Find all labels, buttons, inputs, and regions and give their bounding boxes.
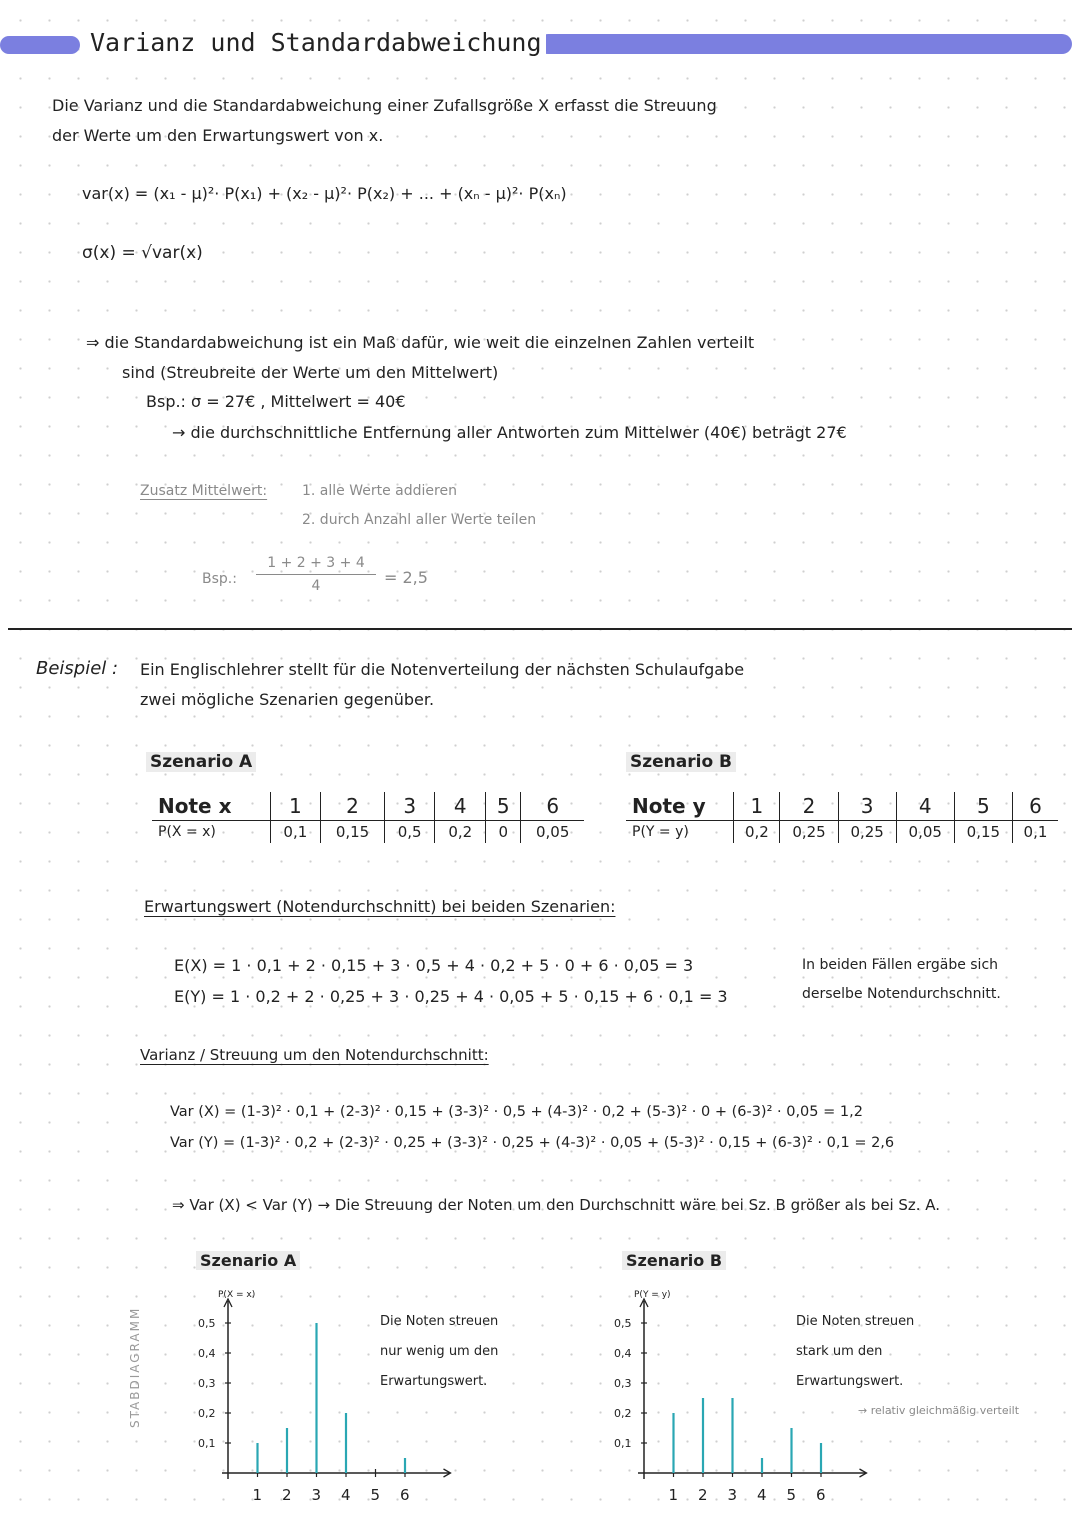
y-tick-label: 0,2: [614, 1407, 632, 1420]
chart-b-text-4: → relativ gleichmäßig verteilt: [858, 1404, 1020, 1417]
expected-value-y: E(Y) = 1 · 0,2 + 2 · 0,25 + 3 · 0,25 + 4 · 0,05 + 5 · 0,15 + 6 · 0,1 = 3: [174, 987, 728, 1006]
y-tick-label: 0,4: [614, 1347, 632, 1360]
chart-b-text-3: Erwartungswert.: [796, 1374, 904, 1389]
table-a-note: 2: [321, 792, 385, 821]
beispiel-line-1: Ein Englischlehrer stellt für die Notenverteilung der nächsten Schulaufgabe: [140, 660, 745, 679]
y-axis-label: P(X = x): [218, 1290, 256, 1300]
y-tick-label: 0,3: [614, 1377, 632, 1390]
table-b-prob: 0,25: [838, 821, 896, 844]
section-divider: [8, 628, 1072, 630]
table-a-prob: 0,05: [521, 821, 584, 844]
table-b-note: 5: [954, 792, 1012, 821]
fraction-numerator: 1 + 2 + 3 + 4: [267, 555, 365, 571]
fraction-denominator: 4: [311, 578, 321, 594]
table-b-note: 2: [780, 792, 838, 821]
erwartung-note-2: derselbe Notendurchschnitt.: [802, 986, 1001, 1002]
x-tick-label: 6: [816, 1486, 826, 1504]
scenario-a-title: Szenario A: [146, 752, 256, 772]
x-tick-label: 4: [341, 1486, 351, 1504]
table-a-note: 4: [435, 792, 486, 821]
table-b-prob: 0,15: [954, 821, 1012, 844]
variance-x: Var (X) = (1-3)² · 0,1 + (2-3)² · 0,15 + (3-3)² · 0,5 + (4-3)² · 0,2 + (5-3)² · 0 + (6-3)² · 0,05 = 1,2: [170, 1104, 863, 1120]
table-a-row2-label: P(X = x): [158, 824, 216, 840]
table-a-prob: 0,1: [270, 821, 321, 844]
explanation-arrow: → die durchschnittliche Entfernung aller Antworten zum Mittelwer (40€) beträgt 27€: [172, 423, 847, 442]
table-a-note: 6: [521, 792, 584, 821]
x-tick-label: 5: [786, 1486, 797, 1504]
varianz-heading: Varianz / Streuung um den Notendurchschnitt:: [140, 1046, 489, 1064]
table-a-note: 3: [384, 792, 435, 821]
erwartung-note-1: In beiden Fällen ergäbe sich: [802, 957, 999, 973]
scenario-b-title: Szenario B: [626, 752, 736, 772]
table-b-row1-label: Note y: [626, 792, 734, 821]
table-b-note: 6: [1012, 792, 1058, 821]
y-tick-label: 0,5: [198, 1317, 216, 1330]
explanation-example: Bsp.: σ = 27€ , Mittelwert = 40€: [146, 392, 406, 411]
table-b-note: 3: [838, 792, 896, 821]
chart-a-text-1: Die Noten streuen: [380, 1314, 499, 1329]
y-tick-label: 0,1: [198, 1437, 216, 1450]
y-tick-label: 0,4: [198, 1347, 216, 1360]
x-tick-label: 1: [668, 1486, 679, 1504]
table-b-note: 4: [896, 792, 954, 821]
page-title: Varianz und Standardabweichung: [86, 28, 546, 57]
side-label: STABDIAGRAMM: [128, 1306, 142, 1428]
zusatz-example-label: Bsp.:: [202, 571, 237, 587]
table-a-prob: 0,15: [321, 821, 385, 844]
y-axis-label: P(Y = y): [634, 1290, 671, 1300]
explanation-line-1: ⇒ die Standardabweichung ist ein Maß dafür, wie weit die einzelnen Zahlen verteilt: [86, 333, 755, 352]
table-b-prob: 0,1: [1012, 821, 1058, 844]
beispiel-line-2: zwei mögliche Szenarien gegenüber.: [140, 690, 435, 709]
chart-b-text-2: stark um den: [796, 1344, 883, 1359]
erwartung-heading: Erwartungswert (Notendurchschnitt) bei beiden Szenarien:: [144, 897, 616, 916]
title-bar-right: [538, 34, 1072, 54]
variance-formula: var(x) = (x₁ - μ)²· P(x₁) + (x₂ - μ)²· P(x₂) + ... + (xₙ - μ)²· P(xₙ): [82, 184, 567, 203]
title-bar-left: [0, 36, 80, 54]
zusatz-label: Zusatz Mittelwert:: [140, 483, 268, 499]
fraction-result: = 2,5: [384, 568, 428, 587]
scenario-b-table: [626, 792, 1058, 843]
table-a-prob: 0,5: [384, 821, 435, 844]
chart-a-title: Szenario A: [196, 1251, 300, 1270]
chart-a-text-3: Erwartungswert.: [380, 1374, 488, 1389]
x-tick-label: 2: [282, 1486, 292, 1504]
beispiel-label: Beispiel :: [36, 658, 119, 679]
intro-line-2: der Werte um den Erwartungswert von x.: [52, 126, 384, 145]
chart-b-title: Szenario B: [622, 1251, 726, 1270]
table-a-prob: 0,2: [435, 821, 486, 844]
table-b-prob: 0,2: [734, 821, 780, 844]
variance-y: Var (Y) = (1-3)² · 0,2 + (2-3)² · 0,25 + (3-3)² · 0,25 + (4-3)² · 0,05 + (5-3)² · 0,15 + (6-3)² · 0,1 = 2,6: [170, 1135, 895, 1151]
sigma-formula: σ(x) = √var(x): [82, 243, 203, 263]
variance-conclusion: ⇒ Var (X) < Var (Y) → Die Streuung der Noten um den Durchschnitt wäre bei Sz. B größer als bei Sz. A.: [172, 1196, 941, 1214]
y-tick-label: 0,2: [198, 1407, 216, 1420]
table-b-row2-label: P(Y = y): [632, 824, 689, 840]
zusatz-step-1: 1. alle Werte addieren: [302, 483, 457, 499]
x-tick-label: 3: [727, 1486, 738, 1504]
explanation-line-2: sind (Streubreite der Werte um den Mittelwert): [122, 363, 499, 382]
table-a-prob: 0: [486, 821, 521, 844]
table-a-note: 1: [270, 792, 321, 821]
table-b-prob: 0,25: [780, 821, 838, 844]
fraction-bar: [256, 574, 376, 575]
x-tick-label: 5: [370, 1486, 381, 1504]
x-tick-label: 4: [757, 1486, 767, 1504]
x-tick-label: 3: [311, 1486, 322, 1504]
table-a-note: 5: [486, 792, 521, 821]
table-b-prob: 0,05: [896, 821, 954, 844]
y-tick-label: 0,5: [614, 1317, 632, 1330]
intro-line-1: Die Varianz und die Standardabweichung einer Zufallsgröße X erfasst die Streuung: [52, 96, 717, 115]
zusatz-step-2: 2. durch Anzahl aller Werte teilen: [302, 512, 537, 528]
scenario-a-table: [152, 792, 584, 843]
x-tick-label: 1: [252, 1486, 263, 1504]
expected-value-x: E(X) = 1 · 0,1 + 2 · 0,15 + 3 · 0,5 + 4 · 0,2 + 5 · 0 + 6 · 0,05 = 3: [174, 956, 694, 975]
table-b-note: 1: [734, 792, 780, 821]
table-a-row1-label: Note x: [152, 792, 270, 821]
x-tick-label: 6: [400, 1486, 410, 1504]
chart-b-text-1: Die Noten streuen: [796, 1314, 915, 1329]
x-tick-label: 2: [698, 1486, 708, 1504]
y-tick-label: 0,1: [614, 1437, 632, 1450]
chart-a-text-2: nur wenig um den: [380, 1344, 499, 1359]
y-tick-label: 0,3: [198, 1377, 216, 1390]
